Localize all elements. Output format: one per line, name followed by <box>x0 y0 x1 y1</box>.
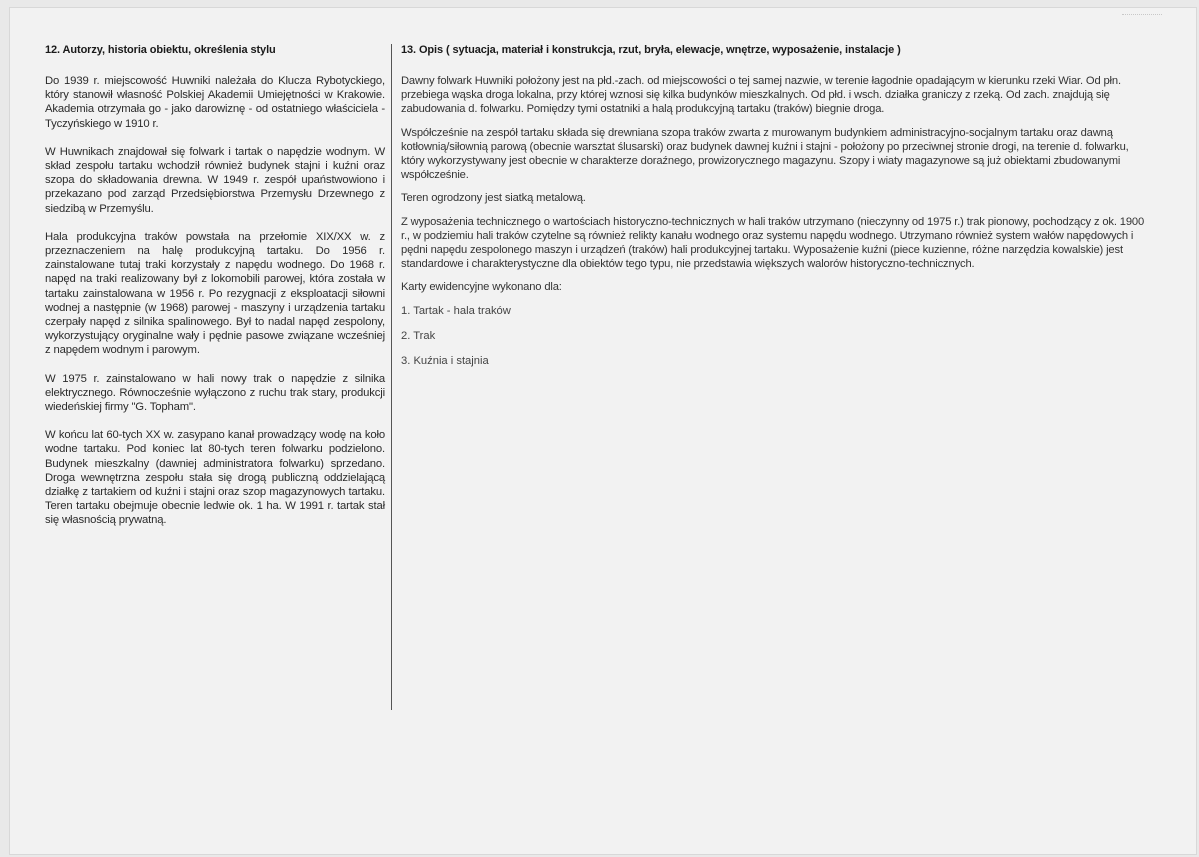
list-item: 1. Tartak - hala traków <box>401 304 511 317</box>
history-paragraph: Do 1939 r. miejscowość Huwniki należała do Klucza Rybotyckiego, który stanowił własność Polskiej Akademii Umiejętności w Krakowie. Akademia otrzymała go - jako darowiznę - od ostatniego właściciela - Tyczyńskiego w 1910 r. <box>45 75 385 130</box>
description-column <box>401 44 1153 379</box>
description-heading: 13. Opis ( sytuacja, materiał i konstrukcja, rzut, bryła, elewacje, wnętrze, wyposażenie, instalacje ) <box>401 44 901 56</box>
history-heading: 12. Autorzy, historia obiektu, określenia stylu <box>45 44 276 56</box>
history-paragraph: W Huwnikach znajdował się folwark i tartak o napędzie wodnym. W skład zespołu tartaku wchodził również budynek stajni i kuźni oraz szopa do składowania drewna. W 1949 r. zespół upaństwowiono i przekazano pod zarząd Przedsiębiorstwa Przemysłu Drzewnego z siedzibą w Przemyślu. <box>45 145 385 215</box>
description-paragraph: Karty ewidencyjne wykonano dla: <box>401 281 562 294</box>
description-paragraph: Z wyposażenia technicznego o wartościach historyczno-technicznych w hali traków utrzymano (nieczynny od 1975 r.) trak pionowy, pochodzący z ok. 1900 r., w podziemiu hali traków czytelne są również relikty kanału wodnego oraz systemu napędu wodnego. Utrzymano również system wałów napędowych i pędni napędu zespolonego maszyn i urządzeń (traków) hali produkcyjnej tartaku. Wyposażenie kuźni (piece kuzienne, różne narzędzia kowalskie) jest standardowe i charakterystyczne dla obiektów tego typu, nie przedstawia większych walorów historyczno-technicznych. <box>401 215 1145 271</box>
description-paragraph: Teren ogrodzony jest siatką metalową. <box>401 192 586 205</box>
history-column <box>45 44 385 542</box>
record-cards-list <box>401 304 1153 369</box>
history-paragraph: W końcu lat 60-tych XX w. zasypano kanał prowadzący wodę na koło wodne tartaku. Pod koniec lat 80-tych teren folwarku podzielono. Budynek mieszkalny (dawniej administratora folwarku) sprzedano. Droga wewnętrzna zespołu stała się drogą publiczną oddzielającą działkę z tartakiem od kuźni i stajni oraz szop magazynowych tartaku. Teren tartaku obejmuje obecnie ledwie ok. 1 ha. W 1991 r. tartak stał się własnością prywatną. <box>45 429 385 527</box>
history-paragraph: Hala produkcyjna traków powstała na przełomie XIX/XX w. z przeznaczeniem na halę produkcyjną tartaku. Do 1956 r. zainstalowane tutaj traki korzystały z napędu wodnego. Do 1968 r. napęd na traki realizowany był z lokomobili parowej, która została w tartaku zainstalowana w 1956 r. Po rezygnacji z eksploatacji siłowni wodnej a następnie (w 1968) parowej - maszyny i urządzenia tartaku czerpały napęd z silnika spalinowego. Był to nadal napęd zespolony, wykorzystujący oryginalne wały i pędnie pasowe związane wcześniej z napędem wodnym i parowym. <box>45 230 385 357</box>
list-item: 2. Trak <box>401 329 436 342</box>
list-item: 3. Kuźnia i stajnia <box>401 355 489 368</box>
description-paragraph: Współcześnie na zespół tartaku składa się drewniana szopa traków zwarta z murowanym budynkiem administracyjno-socjalnym tartaku oraz dawną kotłownią/siłownią parową (obecnie warsztat ślusarski) oraz budynek dawnej kuźni i stajni - położony po przeciwnej stronie drogi, na terenie d. folwarku, który wykorzystywany jest obecnie w charakterze doraźnego, prowizorycznego magazynu. Szopy i wiaty magazynowe są już obiektami zbudowanymi współcześnie. <box>401 126 1129 182</box>
history-paragraph: W 1975 r. zainstalowano w hali nowy trak o napędzie z silnika elektrycznego. Równocześnie wyłączono z ruchu trak stary, produkcji wiedeńskiej firmy "G. Topham". <box>45 372 385 414</box>
description-paragraph: Dawny folwark Huwniki położony jest na płd.-zach. od miejscowości o tej samej nazwie, w terenie łagodnie opadającym w kierunku rzeki Wiar. Od płn. przebiega wąska droga lokalna, przy której wznosi się kilka budynków mieszkalnych. Od płd. i wsch. działka graniczy z rzeką. Od zach. znajdują się zabudowania d. folwarku. Pomiędzy tymi ostatniki a halą produkcyjną tartaku (traków) biegnie droga. <box>401 75 1121 116</box>
corner-mark <box>1122 14 1162 33</box>
document-sheet <box>10 8 1196 854</box>
column-divider <box>391 44 392 710</box>
